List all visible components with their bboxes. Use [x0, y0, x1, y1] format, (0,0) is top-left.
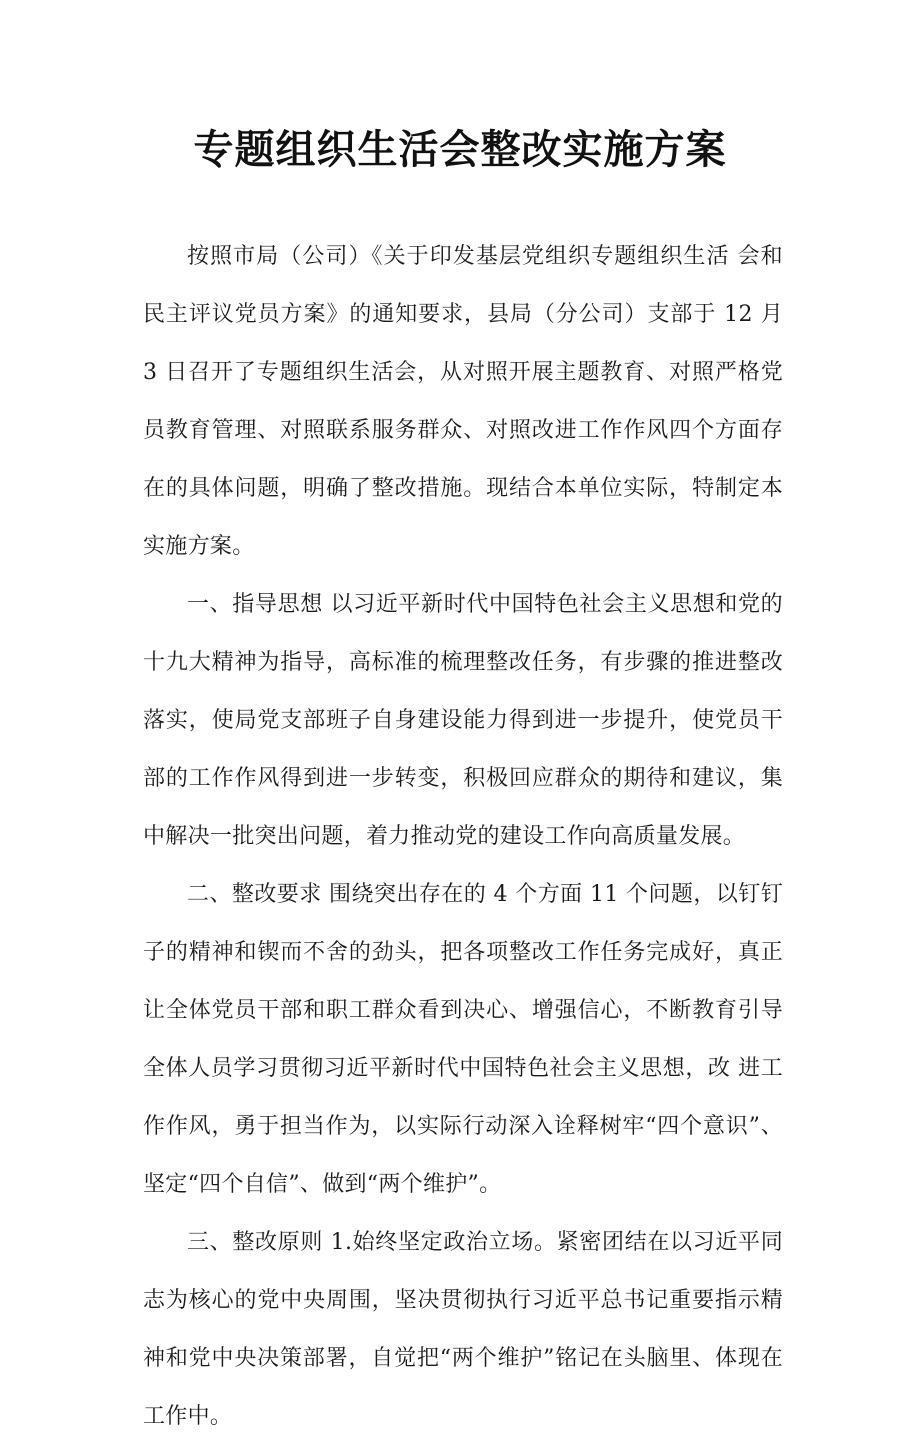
paragraph-rectification-requirements: 二、整改要求 围绕突出存在的 4 个方面 11 个问题，以钉钉子的精神和锲而不舍的劲头，把各项整改工作任务完成好，真正让全体党员干部和职工群众看到决心、增强信心，不断教育引导全体人员学习贯彻习近平新时代中国特色社会主义思想，改 进工作作风，勇于担当作为，以实际行动深入诠释树牢“四个意识”、坚定“四个自信”、做到“两个维护”。 [143, 882, 783, 1197]
paragraph-rectification-principles: 三、整改原则 1.始终坚定政治立场。紧密团结在以习近平同志为核心的党中央周围，坚决贯彻执行习近平总书记重要指示精神和党中央决策部署，自觉把“两个维护”铭记在头脑里、体现在工作中。 [143, 1230, 783, 1429]
paragraph-intro: 按照市局（公司）《关于印发基层党组织专题组织生活 会和民主评议党员方案》的通知要求，县局（分公司）支部于 12 月 3 日召开了专题组织生活会，从对照开展主题教育、对照严格党员教育管理、对照联系服务群众、对照改进工作作风四个方面存在的具体问题，明确了整改措施。现结合本单位实际，特制定本实施方案。 [143, 244, 783, 559]
document-title: 专题组织生活会整改实施方案 [193, 126, 727, 173]
document-body [143, 228, 783, 1446]
paragraph-guiding-thought: 一、指导思想 以习近平新时代中国特色社会主义思想和党的十九大精神为指导，高标准的梳理整改任务，有步骤的推进整改落实，使局党支部班子自身建设能力得到进一步提升，使党员干部的工作作风得到进一步转变，积极回应群众的期待和建议，集中解决一批突出问题，着力推动党的建设工作向高质量发展。 [143, 592, 783, 849]
